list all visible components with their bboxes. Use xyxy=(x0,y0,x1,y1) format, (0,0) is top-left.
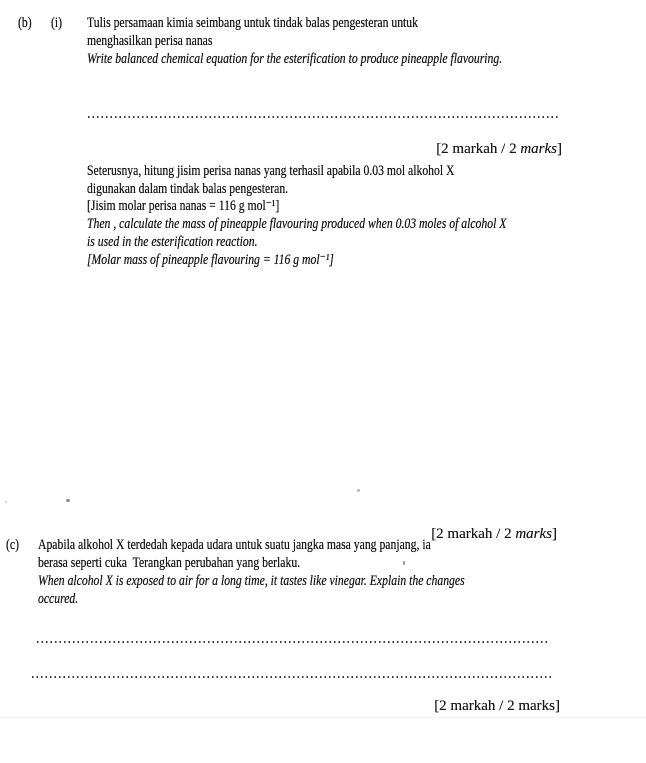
part-b-i-second-task-prompt xyxy=(87,163,506,269)
marks-allocation-c xyxy=(419,681,560,732)
part-c-prompt xyxy=(38,536,465,608)
prompt-english-line: Write balanced chemical equation for the esterification to produce pineapple flavouring. xyxy=(87,51,503,67)
prompt-malay-line: Apabila alkohol X terdedah kepada udara untuk suatu jangka masa yang panjang, ia xyxy=(38,537,431,553)
part-c-label: (c) xyxy=(6,537,19,553)
scan-faint-rule xyxy=(0,717,646,718)
marks-word-italic: marks xyxy=(520,141,557,157)
molar-mass-data-english: [Molar mass of pineapple flavouring = 116 g mol⁻¹] xyxy=(87,251,334,268)
prompt-malay-line: berasa seperti cuka Terangkan perubahan yang berlaku. xyxy=(38,555,301,571)
prompt-malay-line: menghasilkan perisa nanas xyxy=(87,33,213,49)
prompt-english-line: occured. xyxy=(38,591,79,607)
prompt-english-line: is used in the esterification reaction. xyxy=(87,233,258,250)
scan-speck xyxy=(403,561,405,565)
part-b-i-prompt xyxy=(87,14,502,68)
part-b-i-label: (i) xyxy=(51,15,63,31)
prompt-english-line: Then , calculate the mass of pineapple flavouring produced when 0.03 moles of alcohol X xyxy=(87,216,507,233)
marks-word: marks xyxy=(518,698,555,714)
prompt-malay-line: Tulis persamaan kimia seimbang untuk tindak balas pengesteran untuk xyxy=(87,15,419,31)
marks-prefix: [2 markah / 2 xyxy=(431,526,516,542)
marks-suffix: ] xyxy=(552,526,557,542)
part-b-label: (b) xyxy=(18,15,32,31)
answer-dotted-line xyxy=(37,641,550,643)
prompt-malay-line: digunakan dalam tindak balas pengesteran. xyxy=(87,180,289,197)
marks-suffix: ] xyxy=(555,698,560,714)
scan-speck xyxy=(357,489,360,492)
scan-speck xyxy=(66,499,70,502)
marks-prefix: [2 markah / 2 xyxy=(434,698,519,714)
prompt-malay-line: Seterusnya, hitung jisim perisa nanas yang terhasil apabila 0.03 mol alkohol X xyxy=(87,163,455,179)
molar-mass-data-malay: [Jisim molar perisa nanas = 116 g mol⁻¹] xyxy=(87,198,280,215)
marks-prefix: [2 markah / 2 xyxy=(436,141,521,157)
marks-suffix: ] xyxy=(557,141,562,157)
prompt-english-line: When alcohol X is exposed to air for a long time, it tastes like vinegar. Explain the changes xyxy=(38,573,465,589)
marks-word-italic: marks xyxy=(515,526,552,542)
answer-dotted-line xyxy=(32,676,551,678)
scan-speck xyxy=(5,501,7,503)
answer-dotted-line xyxy=(88,116,560,118)
